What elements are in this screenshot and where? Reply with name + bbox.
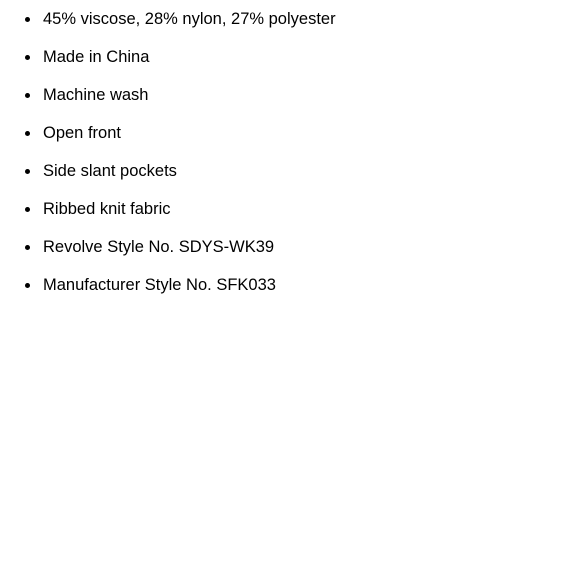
bullet-icon	[25, 207, 30, 212]
detail-text: Open front	[43, 124, 121, 142]
bullet-icon	[25, 245, 30, 250]
list-item	[0, 190, 580, 228]
list-item	[0, 38, 580, 76]
detail-text: Ribbed knit fabric	[43, 200, 171, 218]
list-item	[0, 228, 580, 266]
detail-text: Manufacturer Style No. SFK033	[43, 276, 276, 294]
bullet-icon	[25, 169, 30, 174]
detail-text: Machine wash	[43, 86, 149, 104]
detail-text: Made in China	[43, 48, 150, 66]
bullet-icon	[25, 131, 30, 136]
list-item	[0, 114, 580, 152]
list-item	[0, 152, 580, 190]
bullet-icon	[25, 55, 30, 60]
detail-text: Revolve Style No. SDYS-WK39	[43, 238, 275, 256]
bullet-icon	[25, 17, 30, 22]
list-item	[0, 76, 580, 114]
bullet-icon	[25, 283, 30, 288]
list-item	[0, 266, 580, 304]
bullet-icon	[25, 93, 30, 98]
list-item	[0, 0, 580, 38]
detail-text: 45% viscose, 28% nylon, 27% polyester	[43, 10, 336, 28]
detail-text: Side slant pockets	[43, 162, 177, 180]
